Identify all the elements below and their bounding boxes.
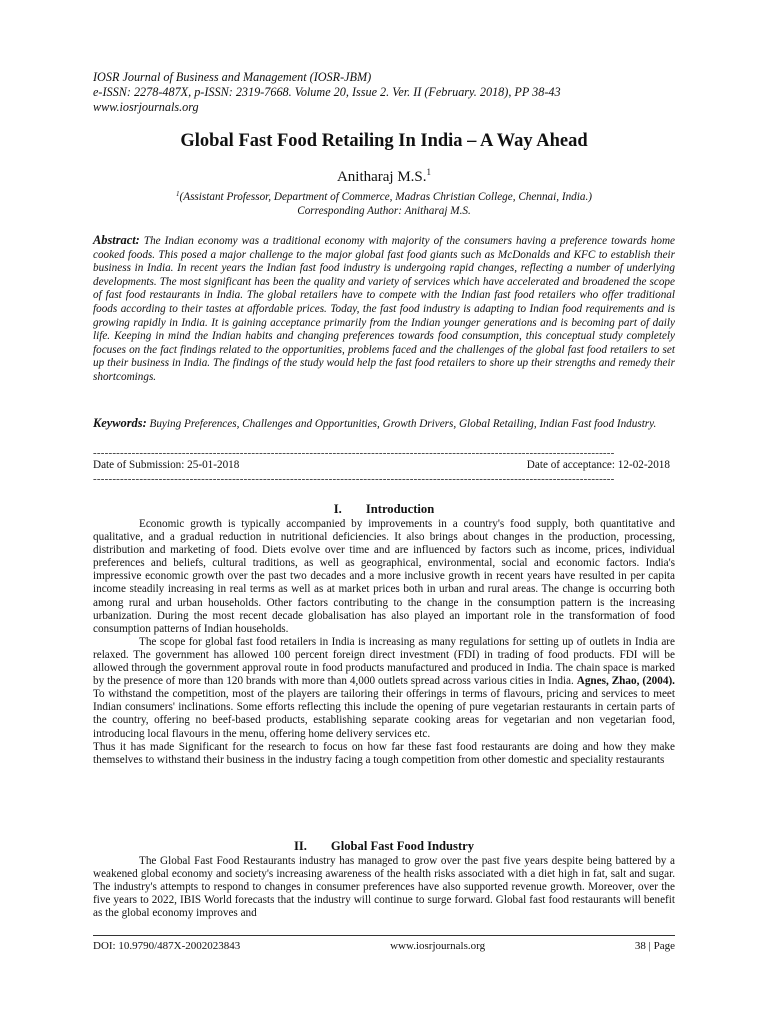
paragraph-text: To withstand the competition, most of the players are tailoring their offerings in terms of flavours, pricing and services to meet Indian consumers' inclinations. Some efforts reflecting this include the opening of pure vegetarian restaurants in certain parts of the country, offering no beef-based products, establishing separate cooking areas for vegetarian and non vegetarian food, introducing local flavours in the menu, offering home delivery services etc.	[93, 688, 675, 740]
footer-divider	[93, 935, 675, 936]
paper-title: Global Fast Food Retailing In India – A Way Ahead	[180, 131, 588, 151]
introduction-body	[93, 518, 675, 767]
citation: Agnes, Zhao, (2004).	[576, 675, 675, 688]
footer-website: www.iosrjournals.org	[390, 940, 486, 952]
author-line	[0, 167, 768, 186]
dates-row	[93, 459, 670, 471]
paragraph-text: The scope for global fast food retailers in India is increasing as many regulations for setting up of outlets in India are relaxed. The government has allowed 100 percent foreign direct investment (FDI) in trading of food products. FDI will be allowed through the government approval route in food products manufactured and produced in India. The chain space is marked by the presence of more than 120 brands with more than 4,000 outlets spread across various cities in India.	[93, 635, 675, 688]
page-footer	[93, 940, 675, 952]
section-number: II.	[293, 839, 307, 853]
affiliation-text: (Assistant Professor, Department of Commerce, Madras Christian College, Chennai, India.)	[179, 191, 592, 203]
journal-name: IOSR Journal of Business and Management (IOSR-JBM)	[93, 70, 372, 84]
author-name: Anitharaj M.S.	[336, 169, 427, 185]
separator-top: ---------------------------------------------------------------------------------------------------------------------------------------	[93, 448, 615, 459]
section-title: Introduction	[365, 502, 435, 516]
keywords-label: Keywords:	[93, 416, 147, 430]
submission-date: Date of Submission: 25-01-2018	[93, 459, 240, 471]
section-heading-introduction	[0, 502, 768, 517]
affiliation-sup: 1	[176, 190, 180, 198]
abstract-text: The Indian economy was a traditional economy with majority of the consumers having a preference towards home cooked foods. This posed a major challenge to the major global fast food giants such as McDonalds and KFC to establish their business in India. In recent years the Indian fast food industry is undergoing rapid changes, reflecting a number of underlying developments. The most significant has been the quality and variety of services which have accelerated and broadened the scope of fast food restaurants in India. The global retailers have to compete with the Indian fast food retailers who offer traditional foods according to their tastes at affordable prices. Today, the fast food industry is adapting to Indian food requirements and is growing rapidly in India. It is gaining acceptance primarily from the Indian younger generations and is becoming part of daily life. Keeping in mind the Indian habits and changing preferences towards food consumption, this conceptual study completely focuses on the fact findings related to the opportunities, problems faced and the challenges of the global fast food retailers to set up their business in India. The findings of the study would help the fast food retailers to shore up their strengths and remedy their shortcomings.	[93, 235, 675, 383]
abstract	[93, 234, 675, 385]
abstract-label: Abstract:	[93, 233, 140, 247]
paragraph: Thus it has made Significant for the research to focus on how far these fast food restaurants are doing and how they make themselves to withstand their business in the industry facing a tough competition from other domestic and speciality restaurants	[93, 740, 675, 766]
acceptance-date: Date of acceptance: 12-02-2018	[526, 459, 670, 471]
section-heading-global-fast-food	[0, 839, 768, 854]
global-industry-body	[93, 855, 675, 920]
paragraph: Economic growth is typically accompanied by improvements in a country's food supply, both quantitative and qualitative, and a gradual reduction in nutritional deficiencies. It also brings about changes in the production, processing, distribution and marketing of food. Diets evolve over time and are influenced by factors such as income, prices, individual preferences and beliefs, cultural traditions, as well as geographical, environmental, social and economic factors. India's impressive economic growth over the past two decades and a more inclusive growth in recent years have resulted in per capita income steadily increasing in real terms as well as at market prices both in urban and rural areas. The change is occurring both among rural and urban households. Other factors contributing to the change in the consumption pattern is the increasing urbanization. During the most recent decade globalisation has also played an important role in the transformation of food consumption patterns of Indian households.	[93, 518, 675, 635]
separator-bottom: ---------------------------------------------------------------------------------------------------------------------------------------	[93, 474, 615, 485]
author-sup: 1	[426, 167, 432, 177]
footer-doi: DOI: 10.9790/487X-2002023843	[93, 940, 241, 952]
paragraph	[93, 636, 675, 741]
corresponding-author: Corresponding Author: Anitharaj M.S.	[297, 205, 471, 217]
journal-website: www.iosrjournals.org	[93, 100, 199, 114]
journal-header	[93, 70, 693, 115]
section-title: Global Fast Food Industry	[330, 839, 475, 853]
footer-page-number: 38 | Page	[634, 940, 675, 952]
section-number: I.	[333, 502, 342, 516]
journal-issn: e-ISSN: 2278-487X, p-ISSN: 2319-7668. Volume 20, Issue 2. Ver. II (February. 2018), PP 38-43	[93, 85, 561, 99]
affiliation	[0, 187, 768, 218]
keywords	[93, 417, 675, 432]
paragraph: The Global Fast Food Restaurants industry has managed to grow over the past five years despite being battered by a weakened global economy and society's increasing awareness of the health risks associated with a diet high in fat, salt and sugar. The industry's attempts to respond to changes in consumer preferences have also supported revenue growth. Moreover, over the five years to 2022, IBIS World forecasts that the industry will continue to surge forward. Global fast food restaurants will benefit as the global economy improves and	[93, 855, 675, 920]
keywords-text: Buying Preferences, Challenges and Opportunities, Growth Drivers, Global Retailing, Indian Fast food Industry.	[149, 418, 657, 430]
